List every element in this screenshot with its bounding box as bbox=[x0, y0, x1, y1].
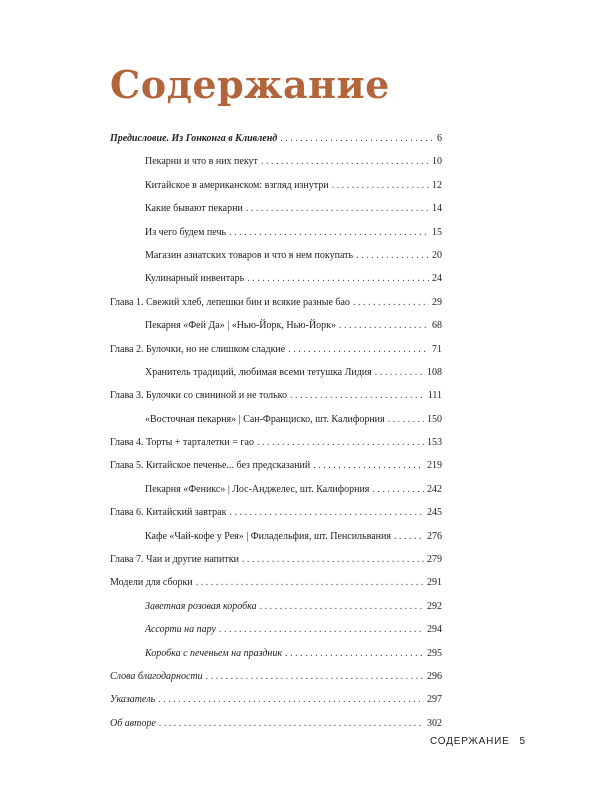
footer-label: СОДЕРЖАНИЕ bbox=[430, 736, 510, 747]
dot-leader bbox=[375, 367, 424, 379]
toc-entry-title: Указатель bbox=[110, 694, 156, 706]
toc-entry[interactable] bbox=[110, 297, 442, 309]
toc-entry-page-number: 12 bbox=[432, 179, 442, 191]
toc-entry-page-number: 219 bbox=[427, 460, 442, 472]
toc-entry[interactable] bbox=[110, 507, 442, 519]
toc-entry[interactable] bbox=[110, 133, 442, 145]
toc-entry[interactable] bbox=[110, 390, 442, 402]
toc-entry-title: Глава 2. Булочки, но не слишком сладкие bbox=[110, 343, 286, 355]
toc-entry[interactable] bbox=[110, 344, 442, 356]
toc-entry-title: Глава 7. Чаи и другие напитки bbox=[110, 554, 239, 566]
toc-entry[interactable] bbox=[110, 414, 442, 426]
dot-leader bbox=[261, 156, 429, 168]
toc-entry-page-number: 108 bbox=[427, 366, 442, 378]
toc-entry[interactable] bbox=[110, 484, 442, 496]
toc-entry-page-number: 10 bbox=[432, 156, 442, 168]
toc-entry-title: Магазин азиатских товаров и что в нем покупать bbox=[145, 249, 354, 261]
table-of-contents bbox=[110, 133, 442, 741]
dot-leader bbox=[206, 671, 424, 683]
toc-entry[interactable] bbox=[110, 577, 442, 589]
toc-entry[interactable] bbox=[110, 648, 442, 660]
toc-entry-title: Глава 6. Китайский завтрак bbox=[110, 507, 227, 519]
toc-entry[interactable] bbox=[110, 156, 442, 168]
toc-entry-title: Кулинарный инвентарь bbox=[145, 273, 245, 285]
dot-leader bbox=[229, 227, 429, 239]
toc-entry[interactable] bbox=[110, 718, 442, 730]
toc-entry-page-number: 153 bbox=[427, 437, 442, 449]
toc-entry-page-number: 71 bbox=[432, 343, 442, 355]
toc-entry-title: Глава 5. Китайское печенье... без предсказаний bbox=[110, 460, 311, 472]
dot-leader bbox=[372, 484, 424, 496]
toc-entry-page-number: 294 bbox=[427, 624, 442, 636]
dot-leader bbox=[229, 507, 424, 519]
toc-entry[interactable] bbox=[110, 203, 442, 215]
toc-entry-title: Глава 3. Булочки со свининой и не только bbox=[110, 390, 288, 402]
toc-entry-page-number: 279 bbox=[427, 554, 442, 566]
toc-entry[interactable] bbox=[110, 250, 442, 262]
toc-entry-page-number: 6 bbox=[437, 133, 442, 144]
toc-entry[interactable] bbox=[110, 437, 442, 449]
toc-entry[interactable] bbox=[110, 671, 442, 683]
toc-entry[interactable] bbox=[110, 531, 442, 543]
page-title: Содержание bbox=[110, 62, 390, 107]
toc-entry-title: Пекарня «Феникс» | Лос-Анджелес, шт. Калифорния bbox=[145, 483, 370, 495]
dot-leader bbox=[247, 273, 429, 285]
toc-entry-title: Пекарня «Фей Да» | «Нью-Йорк, Нью-Йорк» bbox=[145, 320, 337, 332]
toc-entry-title: Предисловие. Из Гонконга в Кливленд bbox=[110, 133, 278, 144]
toc-entry-page-number: 291 bbox=[427, 577, 442, 589]
toc-entry-title: Модели для сборки bbox=[110, 577, 193, 589]
dot-leader bbox=[285, 648, 424, 660]
toc-entry-page-number: 24 bbox=[432, 273, 442, 285]
toc-entry-page-number: 295 bbox=[427, 647, 442, 659]
toc-entry-title: Ассорти на пару bbox=[145, 624, 216, 636]
toc-entry[interactable] bbox=[110, 694, 442, 706]
running-footer bbox=[430, 736, 526, 747]
dot-leader bbox=[260, 601, 424, 613]
toc-entry-title: Какие бывают пекарни bbox=[145, 203, 243, 215]
toc-entry-page-number: 276 bbox=[427, 530, 442, 542]
toc-entry-page-number: 111 bbox=[427, 390, 442, 402]
toc-entry-page-number: 242 bbox=[427, 483, 442, 495]
dot-leader bbox=[246, 203, 429, 215]
dot-leader bbox=[280, 133, 434, 145]
toc-entry-page-number: 15 bbox=[432, 226, 442, 238]
dot-leader bbox=[219, 624, 424, 636]
toc-entry[interactable] bbox=[110, 320, 442, 332]
dot-leader bbox=[388, 414, 424, 426]
toc-entry[interactable] bbox=[110, 180, 442, 192]
toc-entry[interactable] bbox=[110, 554, 442, 566]
toc-entry[interactable] bbox=[110, 624, 442, 636]
toc-entry-page-number: 20 bbox=[432, 249, 442, 261]
toc-entry-page-number: 296 bbox=[427, 670, 442, 682]
toc-entry-page-number: 150 bbox=[427, 413, 442, 425]
toc-entry[interactable] bbox=[110, 273, 442, 285]
dot-leader bbox=[288, 344, 429, 356]
dot-leader bbox=[332, 180, 429, 192]
dot-leader bbox=[313, 460, 424, 472]
toc-entry-title: Хранитель традиций, любимая всеми тетушка Лидия bbox=[145, 366, 372, 378]
toc-entry-page-number: 68 bbox=[432, 320, 442, 332]
toc-entry-title: Слова благодарности bbox=[110, 670, 203, 682]
toc-entry[interactable] bbox=[110, 460, 442, 472]
dot-leader bbox=[394, 531, 424, 543]
toc-entry-title: Об авторе bbox=[110, 717, 156, 729]
toc-entry[interactable] bbox=[110, 367, 442, 379]
dot-leader bbox=[196, 577, 424, 589]
toc-entry-page-number: 245 bbox=[427, 507, 442, 519]
toc-entry-title: Из чего будем печь bbox=[145, 226, 227, 238]
dot-leader bbox=[159, 718, 424, 730]
dot-leader bbox=[257, 437, 424, 449]
dot-leader bbox=[290, 390, 425, 402]
toc-entry-title: «Восточная пекарня» | Сан-Франциско, шт. Калифорния bbox=[145, 413, 385, 425]
toc-entry-title: Заветная розовая коробка bbox=[145, 600, 257, 612]
dot-leader bbox=[158, 694, 424, 706]
dot-leader bbox=[353, 297, 429, 309]
toc-entry-page-number: 292 bbox=[427, 600, 442, 612]
toc-entry-title: Глава 4. Торты + тарталетки = гао bbox=[110, 437, 254, 449]
toc-entry[interactable] bbox=[110, 227, 442, 239]
dot-leader bbox=[356, 250, 429, 262]
toc-entry-title: Китайское в американском: взгляд изнутри bbox=[145, 179, 329, 191]
toc-entry-title: Глава 1. Свежий хлеб, лепешки бин и всякие разные бао bbox=[110, 296, 350, 308]
toc-entry-title: Пекарни и что в них пекут bbox=[145, 156, 258, 168]
footer-page-number: 5 bbox=[519, 736, 526, 747]
toc-entry-page-number: 302 bbox=[427, 717, 442, 729]
toc-entry-title: Кафе «Чай-кофе у Рея» | Филадельфия, шт. Пенсильвания bbox=[145, 530, 391, 542]
toc-entry-page-number: 29 bbox=[432, 296, 442, 308]
toc-entry-title: Коробка с печеньем на праздник bbox=[145, 647, 283, 659]
toc-entry-page-number: 297 bbox=[427, 694, 442, 706]
toc-entry[interactable] bbox=[110, 601, 442, 613]
dot-leader bbox=[339, 320, 429, 332]
dot-leader bbox=[242, 554, 424, 566]
toc-entry-page-number: 14 bbox=[432, 203, 442, 215]
